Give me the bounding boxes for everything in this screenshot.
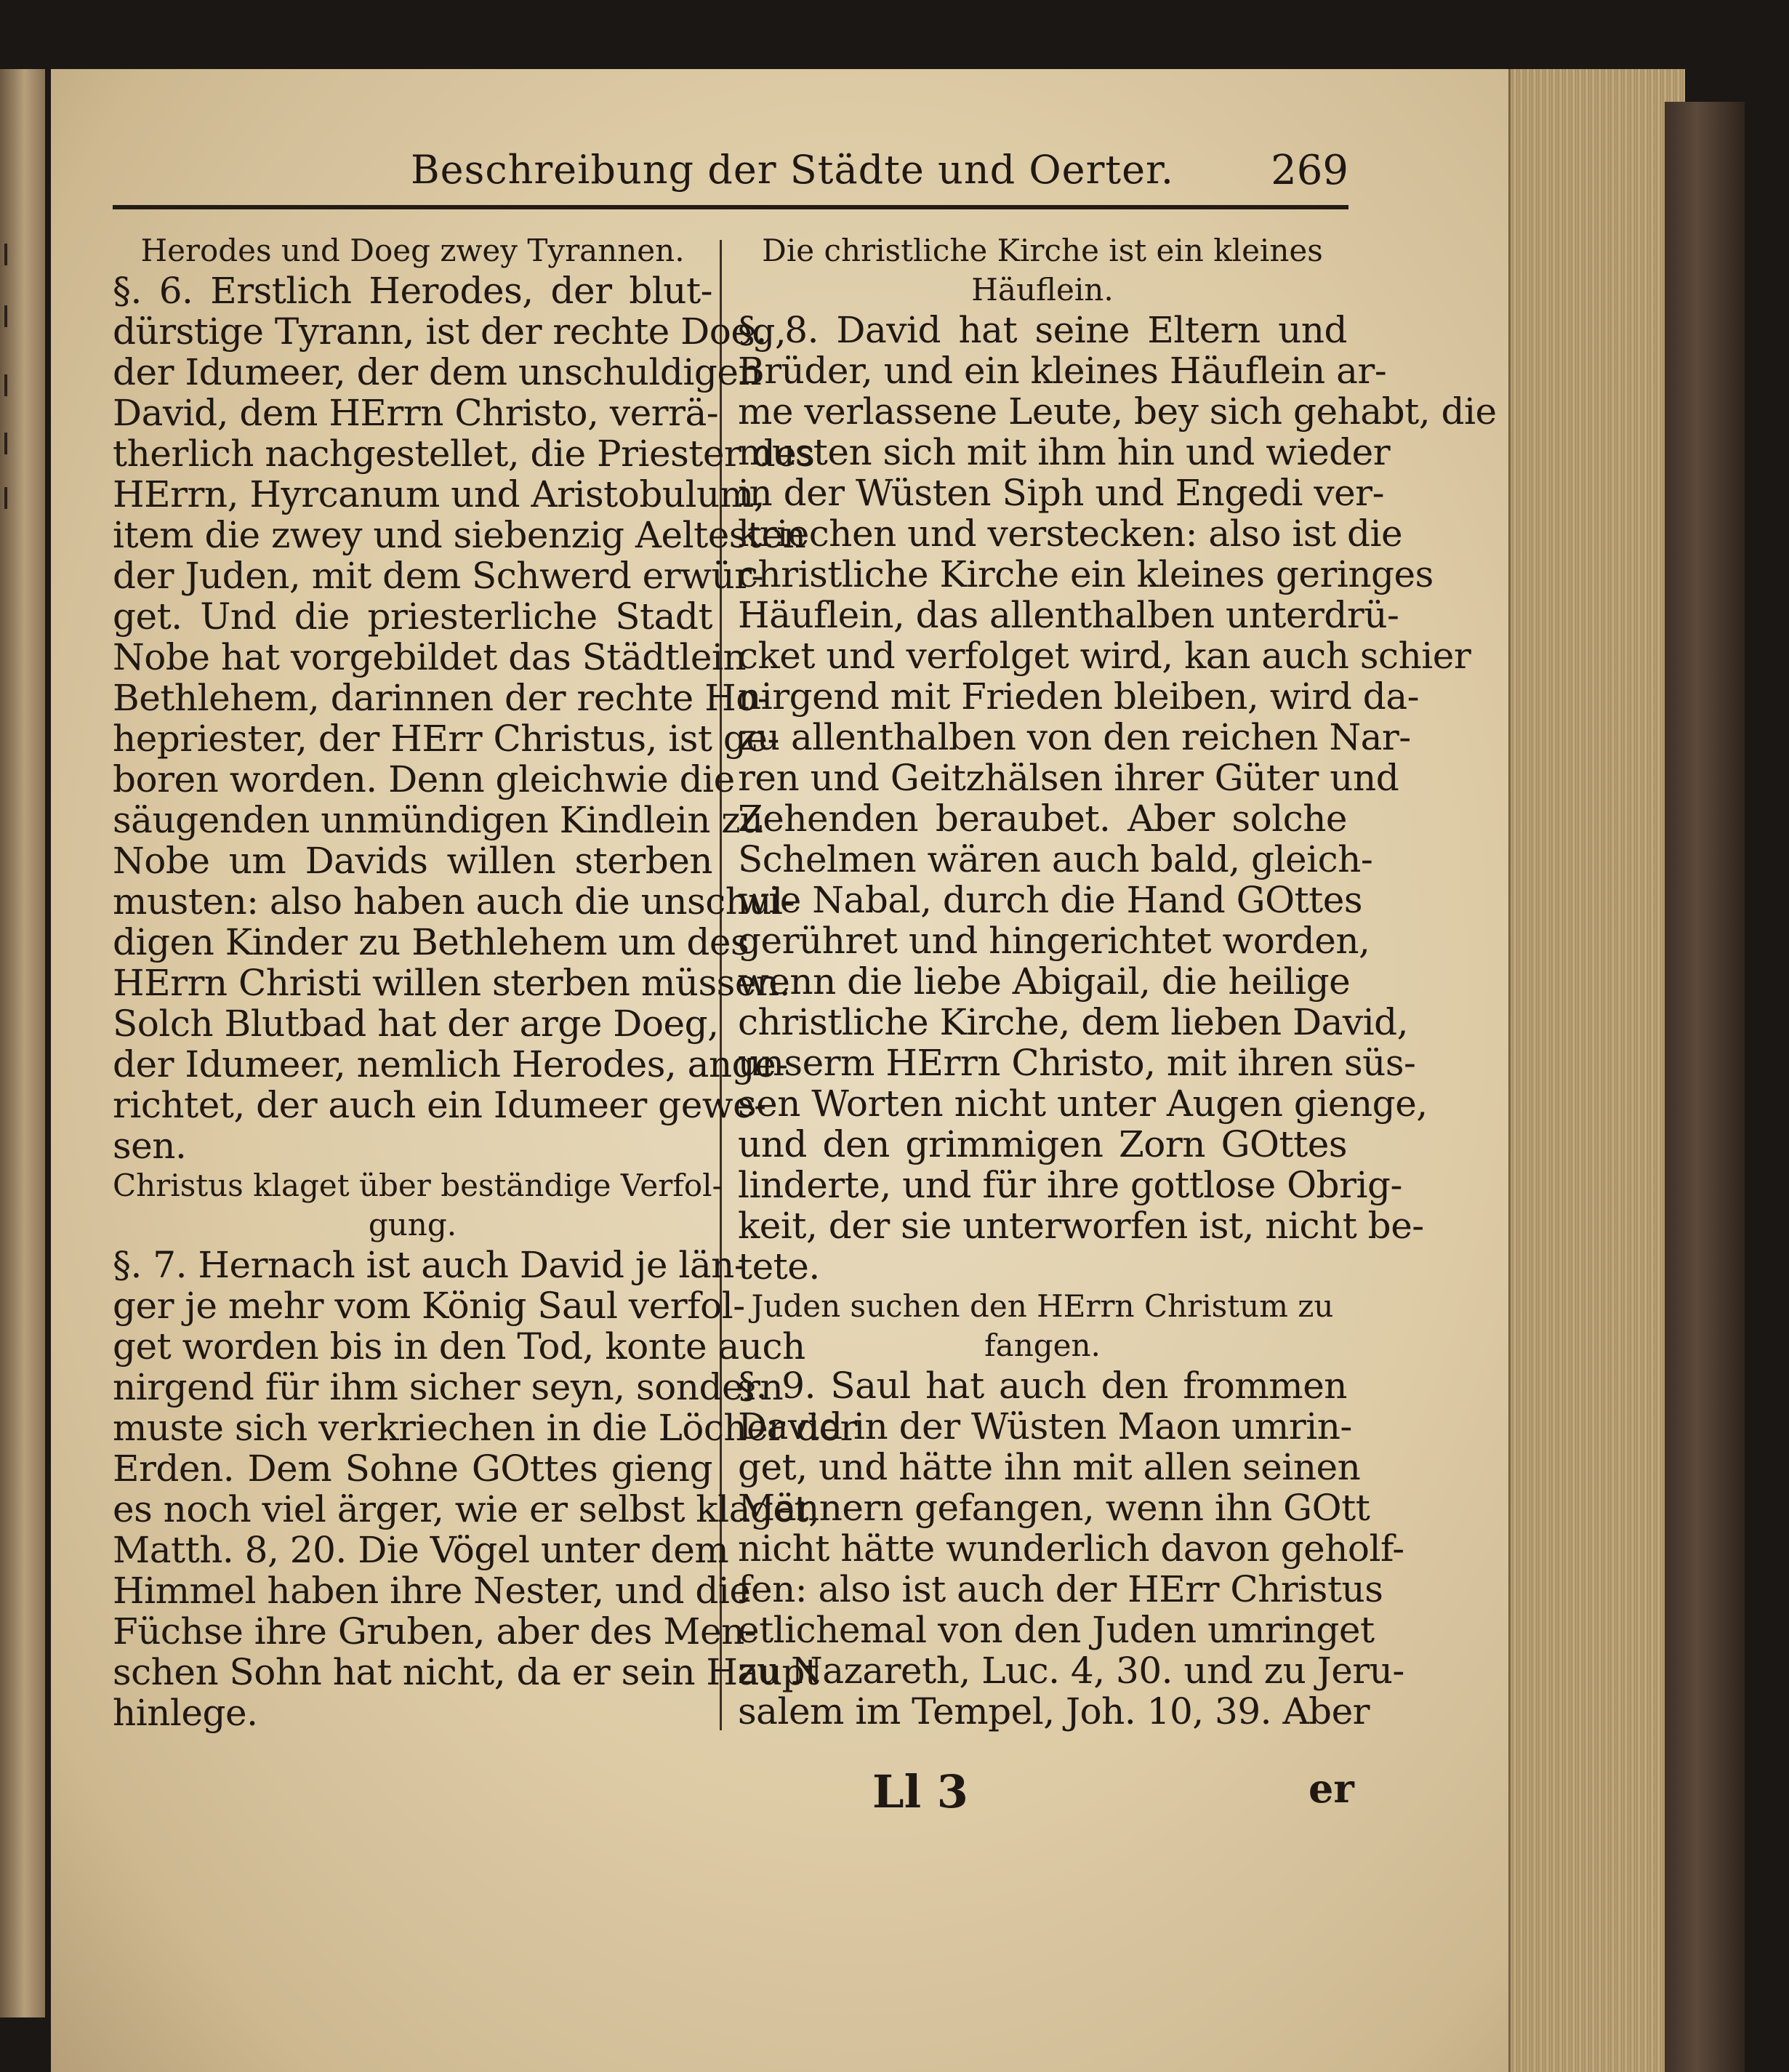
text-line: nicht hätte wunderlich davon geholf- (738, 1527, 1404, 1570)
running-header (113, 145, 1348, 204)
text-line: sen. (113, 1125, 187, 1167)
text-line: §. 8. David hat seine Eltern und (738, 309, 1347, 351)
text-line: Matth. 8, 20. Die Vögel unter dem (113, 1529, 729, 1571)
text-line: cket und verfolget wird, kan auch schier (738, 635, 1471, 677)
text-line: wie Nabal, durch die Hand GOttes (738, 879, 1362, 921)
text-line: Schelmen wären auch bald, gleich- (738, 838, 1373, 880)
text-line: fen: also ist auch der HErr Christus (738, 1568, 1383, 1610)
text-line: item die zwey und siebenzig Aeltesten (113, 514, 806, 556)
section-heading: Christus klaget über beständige Verfol- (113, 1168, 723, 1203)
text-line: Füchse ihre Gruben, aber des Men- (113, 1610, 757, 1653)
text-line: nirgend für ihm sicher seyn, sondern (113, 1366, 784, 1408)
text-line: in der Wüsten Siph und Engedi ver- (738, 472, 1384, 514)
facing-page-mark (4, 374, 17, 396)
text-line: sen Worten nicht unter Augen gienge, (738, 1083, 1428, 1125)
text-line: zu allenthalben von den reichen Nar- (738, 716, 1411, 758)
signature-mark: Ll 3 (872, 1765, 968, 1818)
text-line: Nobe um Davids willen sterben (113, 840, 712, 882)
text-line: christliche Kirche ein kleines geringes (738, 553, 1434, 595)
text-line: wenn die liebe Abigail, die heilige (738, 960, 1351, 1003)
text-line: Nobe hat vorgebildet das Städtlein (113, 636, 747, 678)
text-line: David, dem HErrn Christo, verrä- (113, 392, 719, 434)
text-line: tete. (738, 1245, 820, 1288)
text-line: §. 9. Saul hat auch den frommen (738, 1365, 1347, 1407)
text-line: dürstige Tyrann, ist der rechte Doeg, (113, 310, 787, 353)
text-line: Männern gefangen, wenn ihn GOtt (738, 1487, 1370, 1529)
text-line: salem im Tempel, Joh. 10, 39. Aber (738, 1690, 1370, 1732)
text-line: me verlassene Leute, bey sich gehabt, die (738, 390, 1497, 433)
text-line: richtet, der auch ein Idumeer gewe- (113, 1084, 766, 1126)
text-line: HErrn, Hyrcanum und Aristobulum, (113, 473, 765, 515)
text-line: §. 7. Hernach ist auch David je län- (113, 1244, 747, 1286)
text-line: linderte, und für ihre gottlose Obrig- (738, 1164, 1402, 1206)
text-line: get, und hätte ihn mit allen seinen (738, 1446, 1361, 1488)
header-rule (113, 205, 1348, 209)
text-line: Häuflein, das allenthalben unterdrü- (738, 594, 1399, 636)
facing-page-mark (4, 433, 17, 454)
text-line: §. 6. Erstlich Herodes, der blut- (113, 270, 712, 312)
text-line: hepriester, der HErr Christus, ist ge- (113, 718, 779, 760)
text-line: Himmel haben ihre Nester, und die (113, 1570, 751, 1612)
text-line: musten: also haben auch die unschul- (113, 880, 795, 923)
text-line: get. Und die priesterliche Stadt (113, 595, 712, 638)
section-heading: Die christliche Kirche ist ein kleines (762, 233, 1323, 268)
text-line: säugenden unmündigen Kindlein zu (113, 799, 763, 841)
text-line: kriechen und verstecken: also ist die (738, 513, 1403, 555)
facing-page-mark (4, 305, 17, 327)
section-heading: fangen. (984, 1328, 1101, 1363)
page-fore-edge (1508, 69, 1685, 2072)
section-heading: gung. (368, 1207, 457, 1242)
book-cover-edge (1665, 102, 1745, 2072)
text-line: der Idumeer, nemlich Herodes, ange- (113, 1043, 788, 1085)
facing-page-mark (4, 487, 17, 509)
text-line: Zehenden beraubet. Aber solche (738, 798, 1347, 840)
text-line: hinlege. (113, 1692, 258, 1734)
text-line: keit, der sie unterworfen ist, nicht be- (738, 1205, 1424, 1247)
section-heading: Häuflein. (971, 272, 1114, 308)
text-line: unserm HErrn Christo, mit ihren süs- (738, 1042, 1416, 1084)
text-line: Brüder, und ein kleines Häuflein ar- (738, 350, 1387, 392)
text-line: muste sich verkriechen in die Löcher der (113, 1407, 857, 1449)
section-heading: Herodes und Doeg zwey Tyrannen. (140, 233, 685, 268)
text-line: es noch viel ärger, wie er selbst klaget, (113, 1488, 820, 1530)
text-line: zu Nazareth, Luc. 4, 30. und zu Jeru- (738, 1650, 1404, 1692)
text-line: der Juden, mit dem Schwerd erwür- (113, 555, 763, 597)
text-line: HErrn Christi willen sterben müssen. (113, 962, 790, 1004)
text-line: gerühret und hingerichtet worden, (738, 920, 1370, 962)
page-number: 269 (1271, 147, 1348, 194)
text-line: musten sich mit ihm hin und wieder (738, 431, 1391, 473)
text-line: get worden bis in den Tod, konte auch (113, 1325, 805, 1368)
right-column (738, 231, 1497, 1732)
text-line: Erden. Dem Sohne GOttes gieng (113, 1447, 712, 1490)
text-line: digen Kinder zu Bethlehem um des (113, 921, 749, 963)
text-line: boren worden. Denn gleichwie die (113, 758, 735, 800)
text-line: etlichemal von den Juden umringet (738, 1609, 1375, 1651)
text-line: ger je mehr vom König Saul verfol- (113, 1285, 745, 1327)
text-line: christliche Kirche, dem lieben David, (738, 1001, 1409, 1043)
catchword: er (1308, 1765, 1354, 1812)
text-line: Bethlehem, darinnen der rechte Ho- (113, 677, 770, 719)
text-line: nirgend mit Frieden bleiben, wird da- (738, 675, 1420, 718)
facing-page-edge (0, 69, 45, 2017)
text-line: der Idumeer, der dem unschuldigen (113, 351, 762, 393)
facing-page-mark (4, 244, 17, 265)
text-line: therlich nachgestellet, die Priester des (113, 433, 815, 475)
section-heading: Juden suchen den HErrn Christum zu (751, 1288, 1334, 1324)
text-line: und den grimmigen Zorn GOttes (738, 1123, 1347, 1165)
text-line: Solch Blutbad hat der arge Doeg, (113, 1003, 719, 1045)
running-title: Beschreibung der Städte und Oerter. (411, 147, 1175, 193)
text-line: schen Sohn hat nicht, da er sein Haupt (113, 1651, 819, 1693)
text-line: ren und Geitzhälsen ihrer Güter und (738, 757, 1399, 799)
text-line: David in der Wüsten Maon umrin- (738, 1405, 1352, 1447)
